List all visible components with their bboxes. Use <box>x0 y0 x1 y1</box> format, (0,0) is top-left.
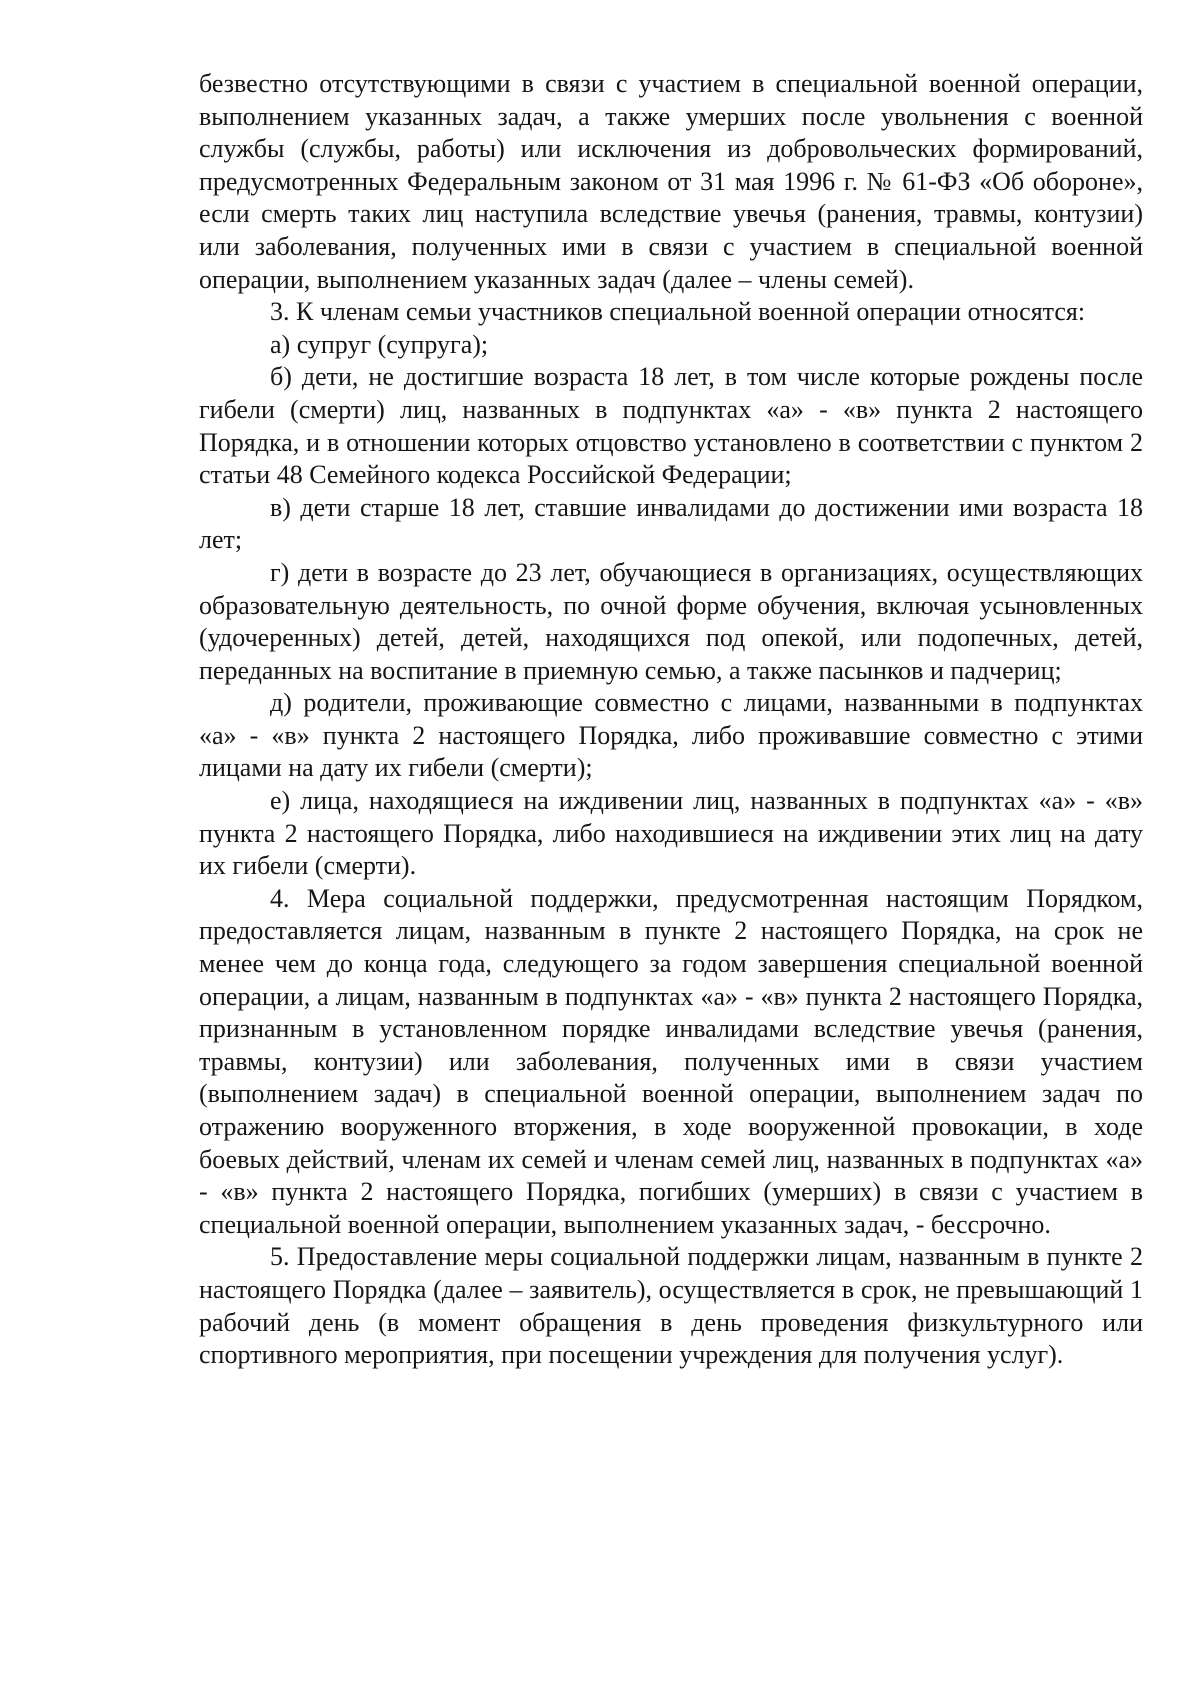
paragraph-item-5: 5. Предоставление меры социальной поддержки лицам, названным в пункте 2 настоящего Порядка (далее – заявитель), осуществляется в срок, не превышающий 1 рабочий день (в момент обращения в день проведения физкультурного или спортивного мероприятия, при посещении учреждения для получения услуг). <box>199 1242 1143 1370</box>
paragraph-item-3: 3. К членам семьи участников специальной военной операции относятся: <box>270 297 1086 327</box>
document-body <box>199 68 1143 1372</box>
paragraph-item-4: 4. Мера социальной поддержки, предусмотренная настоящим Порядком, предоставляется лицам, названным в пункте 2 настоящего Порядка, на срок не менее чем до конца года, следующего за годом завершения специальной военной операции, а лицам, названным в подпунктах «а» - «в» пункта 2 настоящего Порядка, признанным в установленном порядке инвалидами вследствие увечья (ранения, травмы, контузии) или заболевания, полученных ими в связи участием (выполнением задач) в специальной военной операции, выполнением задач по отражению вооруженного вторжения, в ходе вооруженной провокации, в ходе боевых действий, членам их семей и членам семей лиц, названных в подпунктах «а» - «в» пункта 2 настоящего Порядка, погибших (умерших) в связи с участием в специальной военной операции, выполнением указанных задач, - бессрочно. <box>199 883 1143 1239</box>
paragraph-item-3v: в) дети старше 18 лет, ставшие инвалидами до достижении ими возраста 18 лет; <box>199 492 1143 555</box>
paragraph-item-3b: б) дети, не достигшие возраста 18 лет, в том числе которые рождены после гибели (смерти) лиц, названных в подпунктах «а» - «в» пункта 2 настоящего Порядка, и в отношении которых отцовство установлено в соответствии с пунктом 2 статьи 48 Семейного кодекса Российской Федерации; <box>199 362 1143 490</box>
paragraph-item-3d: д) родители, проживающие совместно с лицами, названными в подпунктах «а» - «в» пункта 2 настоящего Порядка, либо проживавшие совместно с этими лицами на дату их гибели (смерти); <box>199 688 1143 783</box>
paragraph-item-3e: е) лица, находящиеся на иждивении лиц, названных в подпунктах «а» - «в» пункта 2 настоящего Порядка, либо находившиеся на иждивении этих лиц на дату их гибели (смерти). <box>199 786 1143 881</box>
paragraph-continuation: безвестно отсутствующими в связи с участием в специальной военной операции, выполнением указанных задач, а также умерших после увольнения с военной службы (службы, работы) или исключения из добровольческих формирований, предусмотренных Федеральным законом от 31 мая 1996 г. № 61-ФЗ «Об обороне», если смерть таких лиц наступила вследствие увечья (ранения, травмы, контузии) или заболевания, полученных ими в связи с участием в специальной военной операции, выполнением указанных задач (далее – члены семей). <box>199 69 1143 294</box>
paragraph-item-3g: г) дети в возрасте до 23 лет, обучающиеся в организациях, осуществляющих образовательную деятельность, по очной форме обучения, включая усыновленных (удочеренных) детей, детей, находящихся под опекой, или подопечных, детей, переданных на воспитание в приемную семью, а также пасынков и падчериц; <box>199 557 1143 685</box>
paragraph-item-3a: а) супруг (супруга); <box>270 329 489 359</box>
